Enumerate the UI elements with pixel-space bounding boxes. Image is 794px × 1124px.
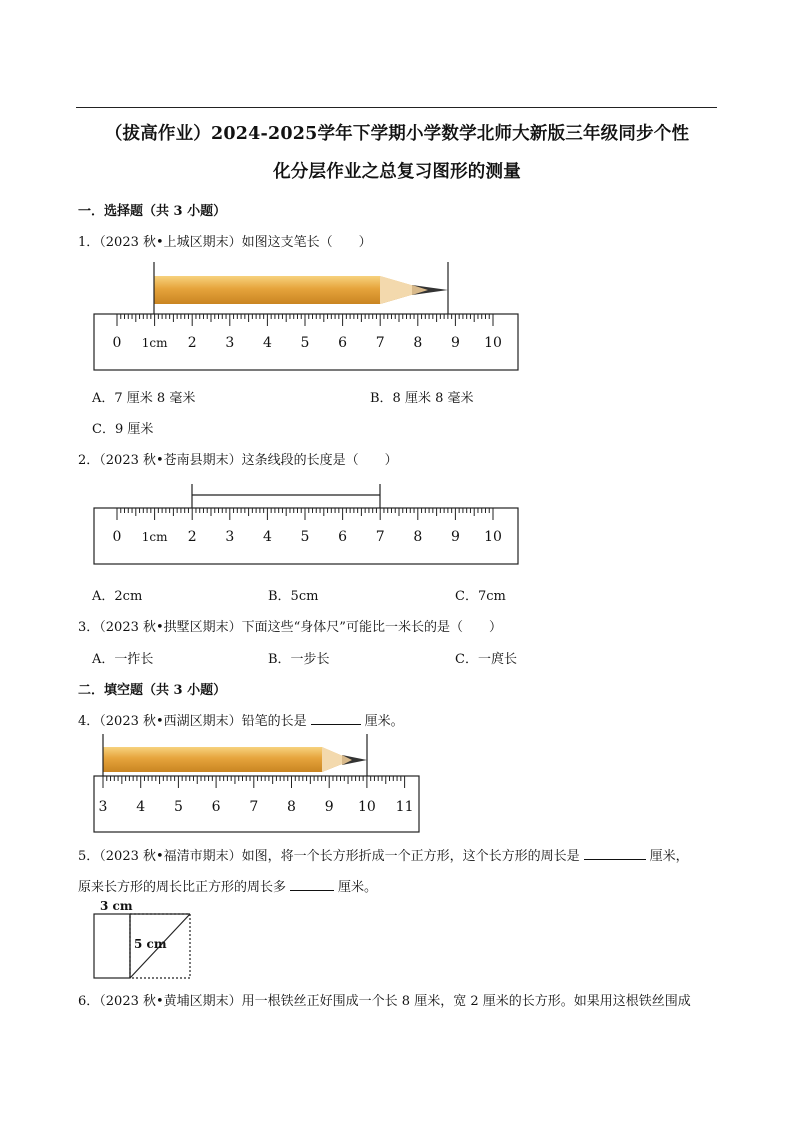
question-1-stem: 1．（2023 秋•上城区期末）如图这支笔长（ ） [78,235,372,250]
ruler-label: 10 [484,529,502,545]
ruler-label: 6 [338,335,348,351]
ruler-label: 8 [287,799,296,815]
q1-ruler-figure [90,258,522,374]
section-heading-fill: 二．填空题（共 3 小题） [78,683,227,698]
q5-line2-after: 厘米。 [338,880,378,895]
q5-stem-before: 5．（2023 秋•福清市期末）如图，将一个长方形折成一个正方形，这个长方形的周长是 [78,849,580,864]
q4-stem-before: 4．（2023 秋•西湖区期末）铅笔的长是 [78,714,307,729]
ruler-label: 1cm [141,530,168,544]
ruler-label: 3 [225,335,235,351]
ruler-label: 4 [136,799,146,815]
ruler-label: 3 [225,529,235,545]
question-6-stem: 6．（2023 秋•黄埔区期末）用一根铁丝正好围成一个长 8 厘米，宽 2 厘米的长方形。如果用这根铁丝围成 [78,994,691,1009]
ruler-label: 5 [300,529,310,545]
ruler-label: 6 [338,529,348,545]
ruler-label: 5 [300,335,310,351]
question-4-stem [78,710,404,729]
q5-label-side: 5 cm [134,937,167,951]
pencil-graphic [103,747,367,772]
q4-answer-blank[interactable] [311,712,361,725]
folded-strip [94,914,130,978]
q1-option-b[interactable]: B．8 厘米 8 毫米 [370,391,474,406]
q2-option-c[interactable]: C．7cm [455,589,506,604]
ruler-label: 8 [413,335,423,351]
ruler-label: 3 [98,799,108,815]
q3-option-b[interactable]: B．一步长 [268,652,330,667]
q1-option-a[interactable]: A．7 厘米 8 毫米 [92,391,196,406]
ruler-label: 9 [450,335,460,351]
ruler-label: 10 [484,335,502,351]
ruler-label: 7 [249,799,259,815]
ruler-label: 11 [395,799,414,815]
ruler-label: 2 [187,335,197,351]
page-title-line1: （拔高作业）2024-2025学年下学期小学数学北师大新版三年级同步个性 [104,124,690,144]
ruler-label: 2 [187,529,197,545]
ruler-label: 8 [413,529,423,545]
pencil-graphic [154,276,448,304]
q3-option-a[interactable]: A．一拃长 [92,652,154,667]
q4-stem-after: 厘米。 [364,714,404,729]
q5-label-width: 3 cm [100,899,133,913]
q3-option-c[interactable]: C．一庹长 [455,652,517,667]
ruler-label: 1cm [141,336,168,350]
ruler-label: 7 [375,335,385,351]
q1-option-c[interactable]: C．9 厘米 [92,422,154,437]
ruler-label: 4 [262,529,272,545]
q5-fold-figure [90,898,200,982]
q5-line2-before: 原来长方形的周长比正方形的周长多 [78,880,287,895]
ruler-label: 5 [173,799,183,815]
ruler-label: 0 [112,335,122,351]
q5-answer-blank-2[interactable] [290,878,334,891]
q4-ruler-figure [90,732,422,836]
ruler-label: 9 [324,799,334,815]
q2-option-a[interactable]: A．2cm [92,589,143,604]
section-heading-choice: 一．选择题（共 3 小题） [78,204,227,219]
page-title-line2: 化分层作业之总复习图形的测量 [273,162,521,182]
header-rule [76,107,717,108]
ruler-label: 9 [450,529,460,545]
question-5-line2 [78,876,377,895]
ruler-label: 7 [375,529,385,545]
q2-ruler-figure [90,478,522,572]
ruler-label: 10 [357,799,376,815]
ruler-label: 0 [112,529,122,545]
ruler-label: 4 [262,335,272,351]
question-3-stem: 3．（2023 秋•拱墅区期末）下面这些“身体尺”可能比一米长的是（ ） [78,620,502,635]
q5-answer-blank-1[interactable] [584,847,646,860]
q2-option-b[interactable]: B．5cm [268,589,319,604]
question-2-stem: 2．（2023 秋•苍南县期末）这条线段的长度是（ ） [78,453,398,468]
q5-stem-mid: 厘米， [649,849,689,864]
ruler-label: 6 [211,799,221,815]
question-5-stem [78,845,689,864]
